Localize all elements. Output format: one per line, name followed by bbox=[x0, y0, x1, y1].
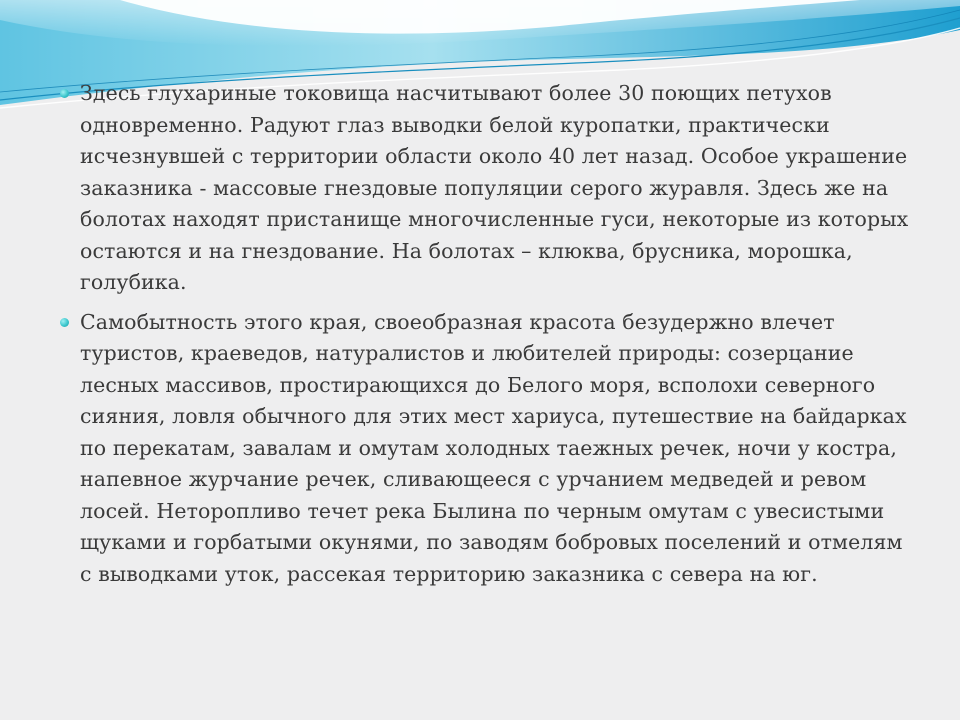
bullet-item bbox=[60, 78, 920, 299]
bullet-dot-icon bbox=[60, 318, 69, 327]
bullet-dot-icon bbox=[60, 89, 69, 98]
bullet-list bbox=[60, 78, 920, 590]
bullet-item bbox=[60, 307, 920, 591]
bullet-text: Здесь глухариные токовища насчитывают более 30 поющих петухов одновременно. Радуют глаз выводки белой куропатки, практически исчезнувшей с территории области около 40 лет назад. Особое украшение заказника - массовые гнездовые популяции серого журавля. Здесь же на болотах находят пристанище многочисленные гуси, некоторые из которых остаются и на гнездование. На болотах – клюква, брусника, морошка, голубика. bbox=[80, 81, 909, 294]
slide-content bbox=[60, 78, 920, 598]
bullet-text: Самобытность этого края, своеобразная красота безудержно влечет туристов, краеведов, натуралистов и любителей природы: созерцание лесных массивов, простирающихся до Белого моря, всполохи северного сияния, ловля обычного для этих мест хариуса, путешествие на байдарках по перекатам, завалам и омутам холодных таежных речек, ночи у костра, напевное журчание речек, сливающееся с урчанием медведей и ревом лосей. Неторопливо течет река Былина по черным омутам с увесистыми щуками и горбатыми окунями, по заводям бобровых поселений и отмелям с выводками уток, рассекая территорию заказника с севера на юг. bbox=[80, 309, 907, 586]
